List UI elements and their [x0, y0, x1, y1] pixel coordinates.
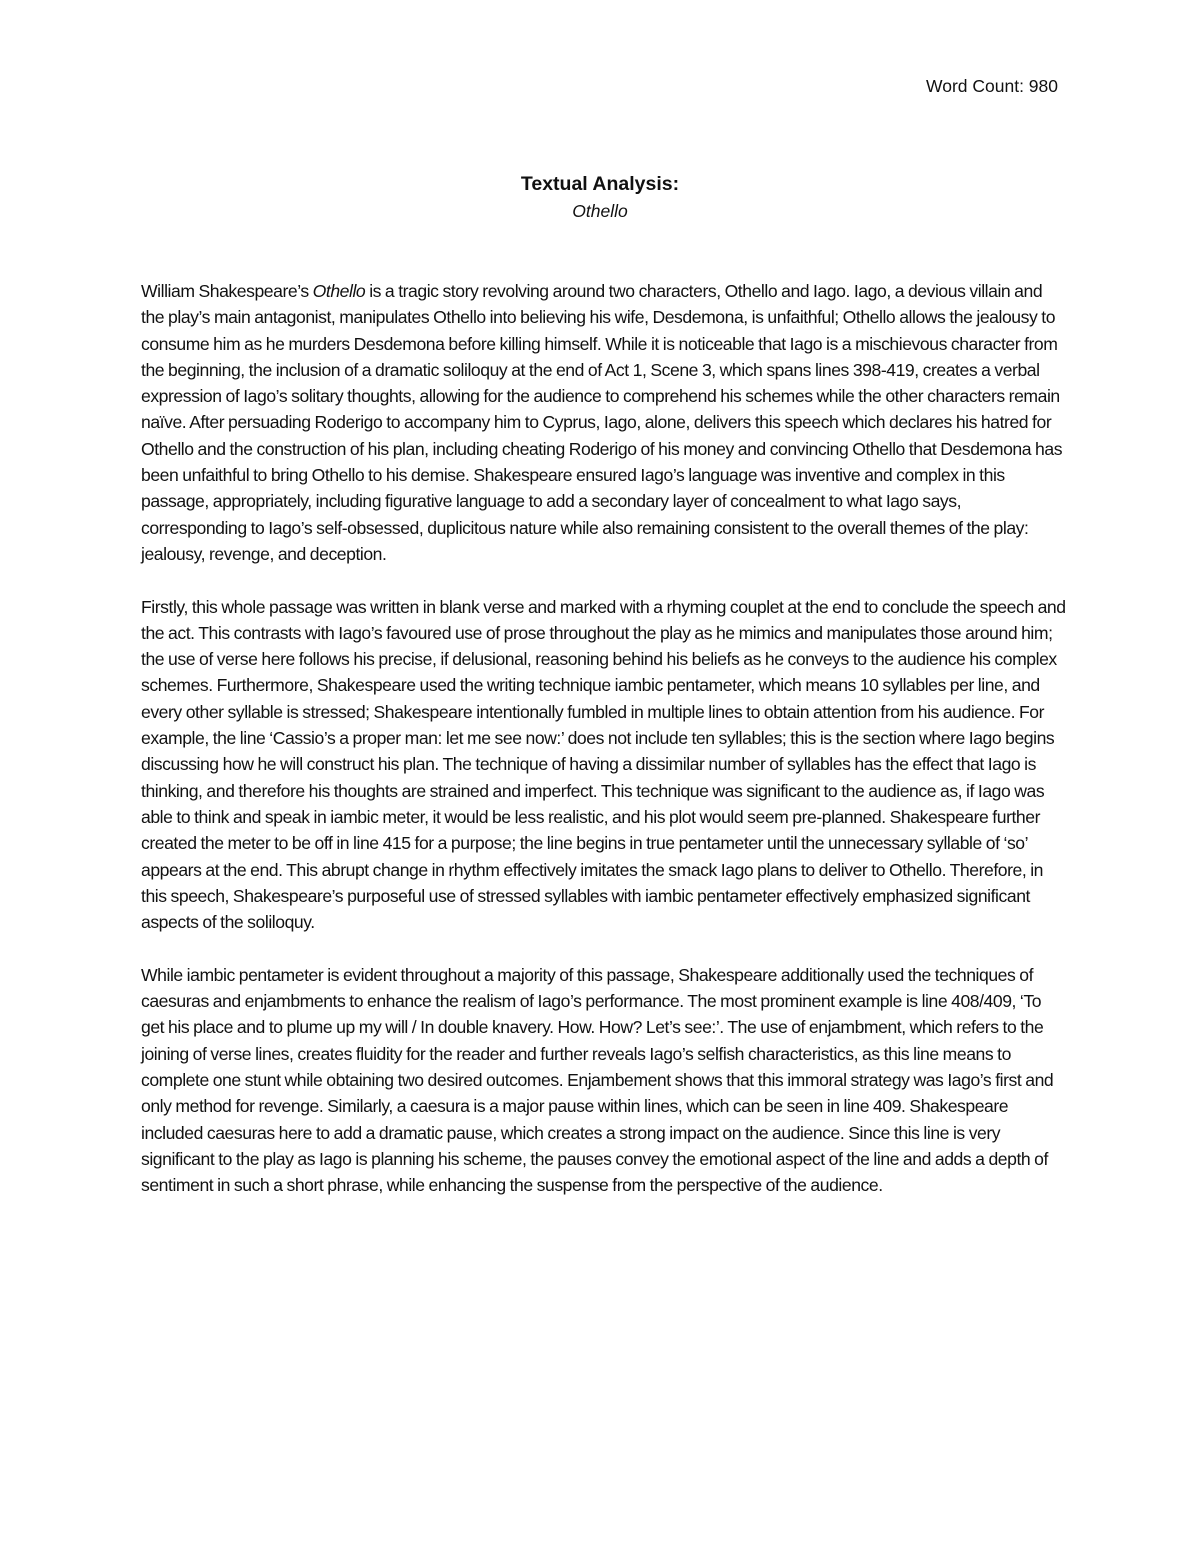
paragraph-2: Firstly, this whole passage was written in blank verse and marked with a rhyming couplet at the end to conclude the speech and the act. This contrasts with Iago’s favoured use of prose throughout the play as he mimics and manipulates those around him; the use of verse here follows his precise, if delusional, reasoning behind his beliefs as he conveys to the audience his complex schemes. Furthermore, Shakespeare used the writing technique iambic pentameter, which means 10 syllables per line, and every other syllable is stressed; Shakespeare intentionally fumbled in multiple lines to obtain attention from his audience. For example, the line ‘Cassio’s a proper man: let me see now:’ does not include ten syllables; this is the section where Iago begins discussing how he will construct his plan. The technique of having a dissimilar number of syllables has the effect that Iago is thinking, and therefore his thoughts are strained and imperfect. This technique was significant to the audience as, if Iago was able to think and speak in iambic meter, it would be less realistic, and his plot would seem pre-planned. Shakespeare further created the meter to be off in line 415 for a purpose; the line begins in true pentameter until the unnecessary syllable of ‘so’ appears at the end. This abrupt change in rhythm effectively imitates the smack Iago plans to deliver to Othello. Therefore, in this speech, Shakespeare’s purposeful use of stressed syllables with iambic pentameter effectively emphasized significant aspects of the soliloquy.	[141, 596, 1066, 933]
paragraph-1-rest: is a tragic story revolving around two characters, Othello and Iago. Iago, a devious villain and the play’s main antagonist, manipulates Othello into believing his wife, Desdemona, is unfaithful; Othello allows the jealousy to consume him as he murders Desdemona before killing himself. While it is noticeable that Iago is a mischievous character from the beginning, the inclusion of a dramatic soliloquy at the end of Act 1, Scene 3, which spans lines 398-419, creates a verbal expression of Iago’s solitary thoughts, allowing for the audience to comprehend his schemes while the other characters remain naïve. After persuading Roderigo to accompany him to Cyprus, Iago, alone, delivers this speech which declares his hatred for Othello and the construction of his plan, including cheating Roderigo of his money and convincing Othello that Desdemona has been unfaithful to bring Othello to his demise. Shakespeare ensured Iago’s language was inventive and complex in this passage, appropriately, including figurative language to add a secondary layer of concealment to what Iago says, corresponding to Iago’s self-obsessed, duplicitous nature while also remaining consistent to the overall themes of the play: jealousy, revenge, and deception.	[141, 281, 1063, 564]
paragraph-1-work-title: Othello	[312, 281, 366, 301]
title-block	[0, 170, 1200, 224]
paragraph-3: While iambic pentameter is evident throughout a majority of this passage, Shakespeare additionally used the techniques of caesuras and enjambments to enhance the realism of Iago’s performance. The most prominent example is line 408/409, ‘To get his place and to plume up my will / In double knavery. How. How? Let’s see:’. The use of enjambment, which refers to the joining of verse lines, creates fluidity for the reader and further reveals Iago’s selfish characteristics, as this line means to complete one stunt while obtaining two desired outcomes. Enjambement shows that this immoral strategy was Iago’s first and only method for revenge. Similarly, a caesura is a major pause within lines, which can be seen in line 409. Shakespeare included caesuras here to add a dramatic pause, which creates a strong impact on the audience. Since this line is very significant to the play as Iago is planning his scheme, the pauses convey the emotional aspect of the line and adds a depth of sentiment in such a short phrase, while enhancing the suspense from the perspective of the audience.	[141, 964, 1054, 1196]
paragraph-1	[141, 278, 1066, 567]
paragraph-1-intro: William Shakespeare’s	[141, 281, 313, 301]
document-title: Textual Analysis:	[520, 173, 680, 195]
document-subtitle: Othello	[572, 201, 628, 221]
word-count: Word Count: 980	[926, 76, 1058, 96]
essay-body	[141, 278, 1066, 1225]
